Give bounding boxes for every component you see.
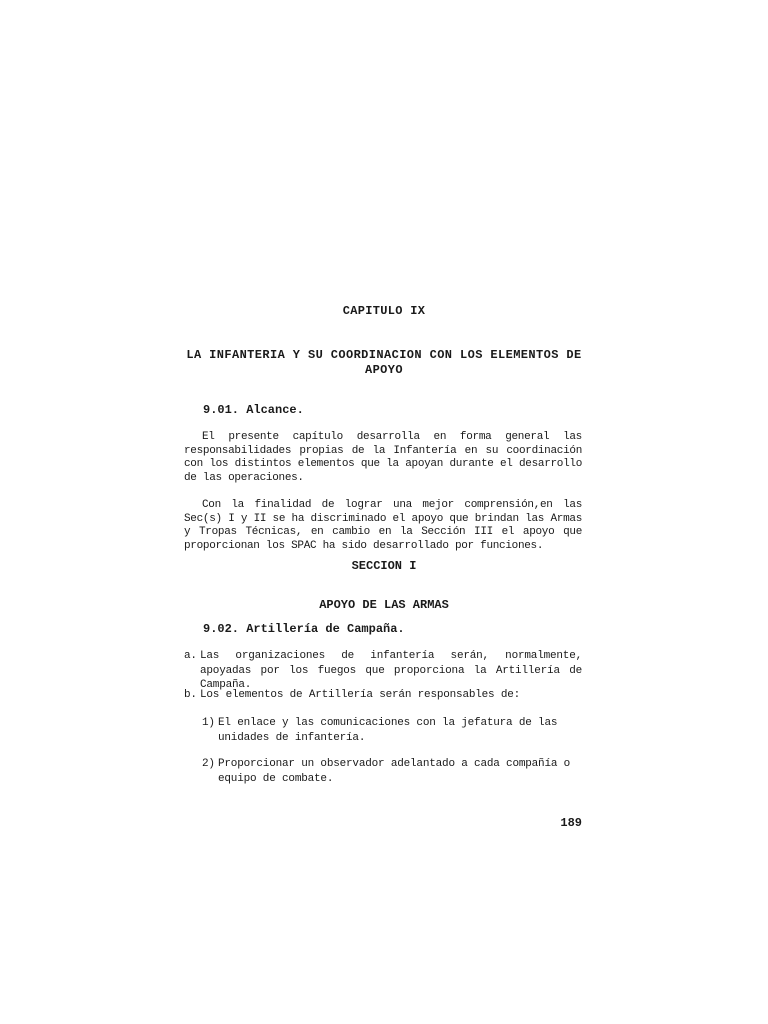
list-item-1-line2: unidades de infantería.: [218, 731, 366, 744]
list-item-2: [202, 757, 582, 786]
section-heading-artilleria: 9.02. Artillería de Campaña.: [203, 622, 405, 636]
seccion-label: SECCION I: [351, 559, 417, 573]
section-heading-alcance: 9.01. Alcance.: [203, 403, 304, 417]
list-item-b: [184, 688, 582, 703]
list-item-2-line2: equipo de combate.: [218, 772, 334, 785]
list-item-a: [184, 649, 582, 693]
list-marker-b: b.: [184, 689, 197, 701]
list-item-1: [202, 716, 582, 745]
paragraph-alcance-2: Con la finalidad de lograr una mejor comprensión,en las Sec(s) I y II se ha discriminado el apoyo que brindan las Armas y Tropas Técnicas, en cambio en la Sección III el apoyo que proporcionan los SPAC ha sido desarrollado por funciones.: [184, 499, 582, 552]
page-number: 189: [560, 816, 582, 830]
seccion-title: APOYO DE LAS ARMAS: [319, 598, 449, 612]
paragraph-alcance-1: El presente capítulo desarrolla en forma general las responsabilidades propias de la Infantería en su coordinación con los distintos elementos que la apoyan durante el desarrollo de las operaciones.: [184, 431, 582, 484]
chapter-label: CAPITULO IX: [342, 304, 426, 318]
list-marker-2: 2): [202, 758, 215, 770]
list-item-1-line1: El enlace y las comunicaciones con la jefatura de las: [218, 717, 558, 729]
chapter-title: LA INFANTERIA Y SU COORDINACION CON LOS ELEMENTOS DE APOYO: [186, 348, 582, 377]
list-item-a-text: Las organizaciones de infantería serán, normalmente, apoyadas por los fuegos que proporciona la Artillería de Campaña.: [200, 650, 582, 691]
list-marker-1: 1): [202, 717, 215, 729]
list-item-b-text: Los elementos de Artillería serán responsables de:: [200, 689, 521, 701]
list-marker-a: a.: [184, 650, 197, 662]
list-item-2-line1: Proporcionar un observador adelantado a cada compañía o: [218, 758, 571, 770]
